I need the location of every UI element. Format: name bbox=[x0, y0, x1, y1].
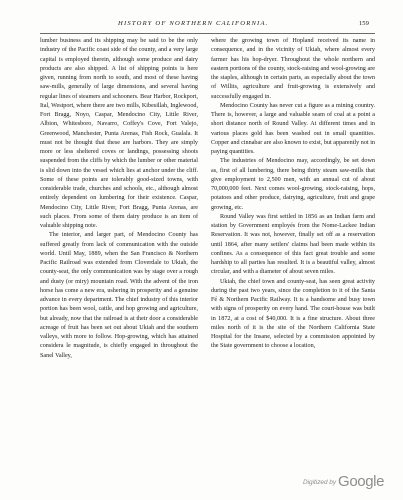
running-head: HISTORY OF NORTHERN CALIFORNIA. bbox=[118, 20, 269, 27]
header-rule bbox=[40, 33, 375, 34]
google-watermark bbox=[303, 473, 384, 491]
left-paragraph-1: lumber business and its shipping may be said to be the only industry of the Pacific coast side of the county, and a very large capital is employed therein, although some produce and dairy products are also shipped. A list of shipping points is here given, running from north to south, and most of these having saw-mills, generally of large dimensions, and several having regular lines of steamers and schooners. Bear Harbor, Rockport, Ital, Westport, where there are two mills, Kibesillah, Inglewood, Fort Bragg, Noyo, Caspar, Mendocino City, Little River, Albion, Whitesboro, Navarro, Coffey's Cove, Fort Valejo, Greenwood, Manchester, Punta Arenas, Fish Rock, Gualala. It must not be thought that these are harbors. They are simply more or less sheltered coves or landings, possessing shoots suspended from the cliffs by which the lumber or other material is slid down into the vessel which lies at anchor under the cliff. Some of these points are tolerably good-sized towns, with considerable trade, churches and schools, etc., although almost entirely dependent on lumbering for their existence. Caspar, Mendocino City, Little River, Fort Bragg, Punta Arenas, are such places. From some of them dairy produce is an item of valuable shipping note. bbox=[40, 38, 198, 229]
right-paragraph-4: Round Valley was first settled in 1856 as an Indian farm and station by Government employés from the Nome-Lackee Indian Reservation. It was not, however, finally set off as a reservation until 1864, after many settlers' claims had been made within its confines. As a consequence of this fact great trouble and some hardship to all parties has resulted. It is a beautiful valley, almost circular, and with a diameter of about seven miles. bbox=[211, 213, 375, 276]
right-paragraph-1: where the growing town of Hopland received its name in consequence, and in the vicinity of Ukiah, where almost every farmer has his hop-dryer. Throughout the whole northern and eastern portions of the county, stock-raising and wool-growing are the staples, although in certain parts, as especially about the town of Willits, agriculture and fruit-growing is extensively and successfully engaged in. bbox=[211, 38, 375, 100]
right-paragraph-2: Mendocino County has never cut a figure as a mining country. There is, however, a large and valuable seam of coal at a point a short distance north of Round Valley. At different times and in various places gold has been washed out in small quantities. Copper and cinnabar are also known to exist, but apparently not in paying quantities. bbox=[211, 102, 375, 155]
page-number: 159 bbox=[359, 20, 369, 27]
watermark-brand: Google bbox=[338, 473, 385, 490]
right-paragraph-5: Ukiah, the chief town and county-seat, has seen great activity during the past two years, since the completion to it of the Santa Fé & Northern Pacific Railway. It is a handsome and busy town with signs of prosperity on every hand. The court-house was built in 1872, at a cost of $40,000. It is a fine structure. About three miles north of it is the site of the Northern California State Hospital for the Insane, selected by a commission appointed by the State government to choose a location, bbox=[211, 278, 375, 350]
right-paragraph-3: The industries of Mendocino may, accordingly, be set down as, first of all lumbering, there being thirty steam saw-mills that give employment to 2,500 men, with an annual cut of about 70,000,000 feet. Next comes wool-growing, stock-raising, hops, potatoes and other produce, dairying, agriculture, fruit and grape growing, etc. bbox=[211, 158, 375, 211]
watermark-prefix: Digitized by bbox=[303, 479, 337, 486]
right-column bbox=[211, 37, 375, 352]
left-paragraph-2: The interior, and larger part, of Mendocino County has suffered greatly from lack of communication with the outside world. Until May, 1889, when the San Francisco & Northern Pacific Railroad was extended from Cloverdale to Ukiah, the county-seat, the only communication was by stage over a rough and dusty (or miry) mountain road. With the advent of the iron horse has come a new era, ushering in prosperity and a genuine advance in every department. The chief industry of this interior portion has been wool, cattle, and hop growing and agriculture, but already, now that the railroad is at their door a considerable acreage of fruit has been set out about Ukiah and the southern valleys, with more to follow. Hop-growing, which has attained considera le magnitude, is chiefly engaged in throughout the Sanel Valley, bbox=[40, 232, 198, 359]
left-column bbox=[40, 37, 198, 361]
